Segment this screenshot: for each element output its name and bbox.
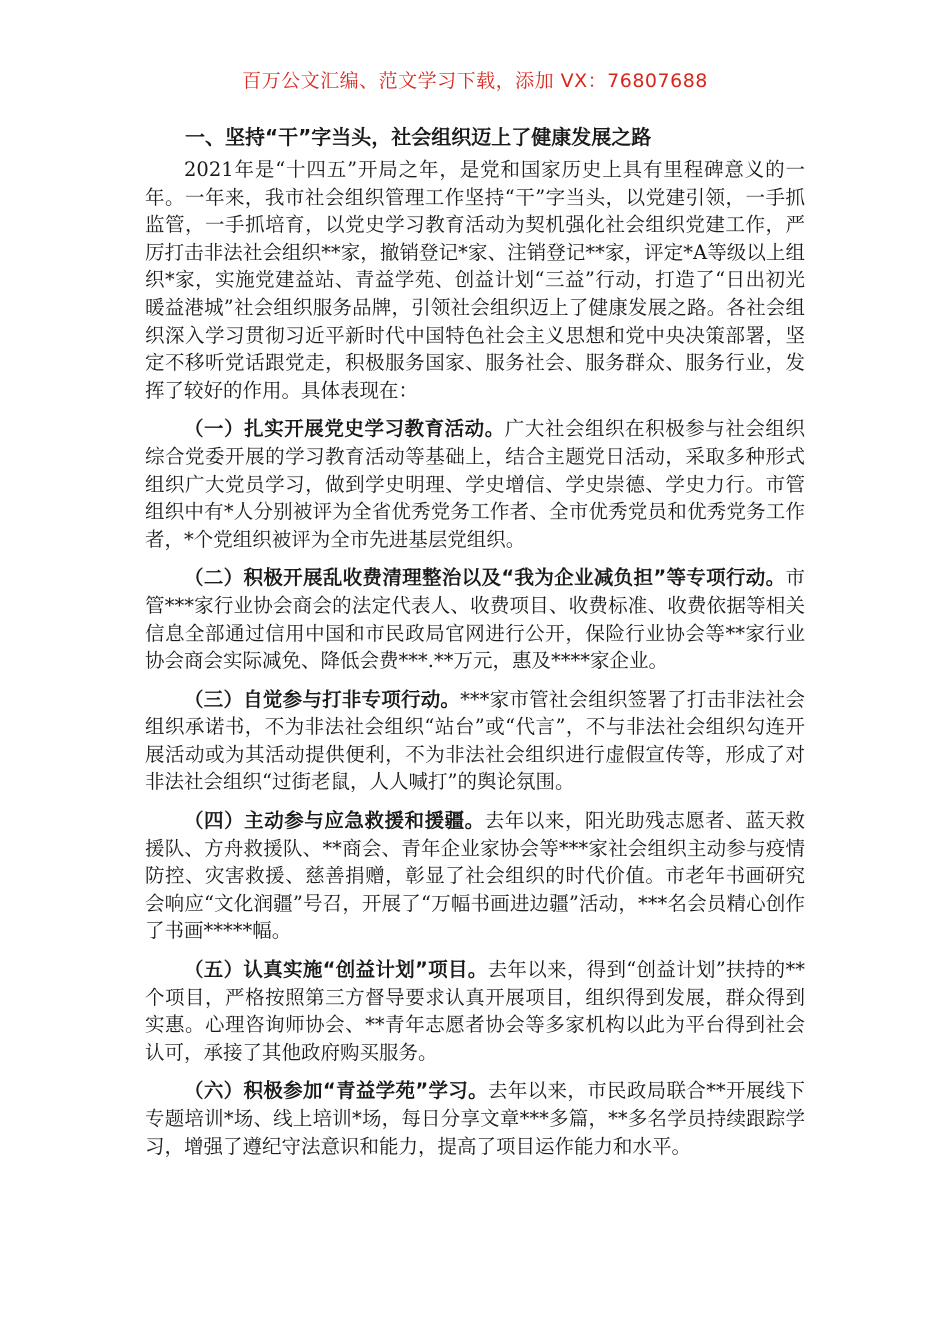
item-lead: （四）主动参与应急救援和援疆。 bbox=[184, 809, 485, 833]
promo-banner: 百万公文汇编、范文学习下载，添加 VX：76807688 bbox=[242, 70, 708, 92]
item-lead: （五）认真实施“创益计划”项目。 bbox=[184, 958, 488, 982]
document-body bbox=[145, 122, 805, 1171]
item-body: ***家市管社会组织签署了打击非法社会组织承诺书，不为非法社会组织“站台”或“代言”，不与非法社会组织勾连开展活动或为其活动提供便利，不为非法社会组织进行虚假宣传等，形成了对非法社会组织“过街老鼠，人人喊打”的舆论氛围。 bbox=[145, 687, 805, 794]
intro-paragraph: 2021年是“十四五”开局之年，是党和国家历史上具有里程碑意义的一年。一年来，我市社会组织管理工作坚持“干”字当头，以党建引领，一手抓监管，一手抓培育，以党史学习教育活动为契机强化社会组织党建工作，严厉打击非法社会组织**家，撤销登记*家、注销登记**家，评定*A等级以上组织*家，实施党建益站、青益学苑、创益计划“三益”行动，打造了“日出初光暖益港城”社会组织服务品牌，引领社会组织迈上了健康发展之路。各社会组织深入学习贯彻习近平新时代中国特色社会主义思想和党中央决策部署，坚定不移听党话跟党走，积极服务国家、服务社会、服务群众、服务行业，发挥了较好的作用。具体表现在： bbox=[145, 158, 805, 402]
item-body: 去年以来，阳光助残志愿者、蓝天救援队、方舟救援队、**商会、青年企业家协会等***家社会组织主动参与疫情防控、灾害救援、慈善捐赠，彰显了社会组织的时代价值。市老年书画研究会响应“文化润疆”号召，开展了“万幅书画进边疆”活动，***名会员精心创作了书画*****幅。 bbox=[145, 809, 805, 943]
item-body: 广大社会组织在积极参与社会组织综合党委开展的学习教育活动等基础上，结合主题党日活动，采取多种形式组织广大党员学习，做到学史明理、学史增信、学史崇德、学史力行。市管组织中有*人分别被评为全省优秀党务工作者、全市优秀党员和优秀党务工作者，*个党组织被评为全市先进基层党组织。 bbox=[145, 417, 805, 551]
item-lead: （六）积极参加“青益学苑”学习。 bbox=[184, 1079, 488, 1103]
section-title: 一、坚持“干”字当头，社会组织迈上了健康发展之路 bbox=[185, 125, 652, 149]
item-body: 市管***家行业协会商会的法定代表人、收费项目、收费标准、收费依据等相关信息全部通过信用中国和市民政局官网进行公开，保险行业协会等**家行业协会商会实际减免、降低会费***.**万元，惠及****家企业。 bbox=[145, 566, 805, 673]
item-lead: （三）自觉参与打非专项行动。 bbox=[184, 687, 461, 711]
item-body: 去年以来，得到“创益计划”扶持的**个项目，严格按照第三方督导要求认真开展项目，组织得到发展，群众得到实惠。心理咨询师协会、**青年志愿者协会等多家机构以此为平台得到社会认可，承接了其他政府购买服务。 bbox=[145, 958, 805, 1064]
item-body: 去年以来，市民政局联合**开展线下专题培训*场、线上培训*场，每日分享文章***多篇，**多名学员持续跟踪学习，增强了遵纪守法意识和能力，提高了项目运作能力和水平。 bbox=[145, 1079, 805, 1158]
item-lead: （二）积极开展乱收费清理整治以及“我为企业减负担”等专项行动。 bbox=[184, 566, 786, 590]
item-paragraph bbox=[145, 564, 805, 674]
item-paragraph bbox=[145, 686, 805, 796]
item-paragraph bbox=[145, 1077, 805, 1160]
item-paragraph bbox=[145, 415, 805, 553]
item-paragraph bbox=[145, 956, 805, 1066]
item-lead: （一）扎实开展党史学习教育活动。 bbox=[184, 417, 505, 441]
item-paragraph bbox=[145, 807, 805, 945]
